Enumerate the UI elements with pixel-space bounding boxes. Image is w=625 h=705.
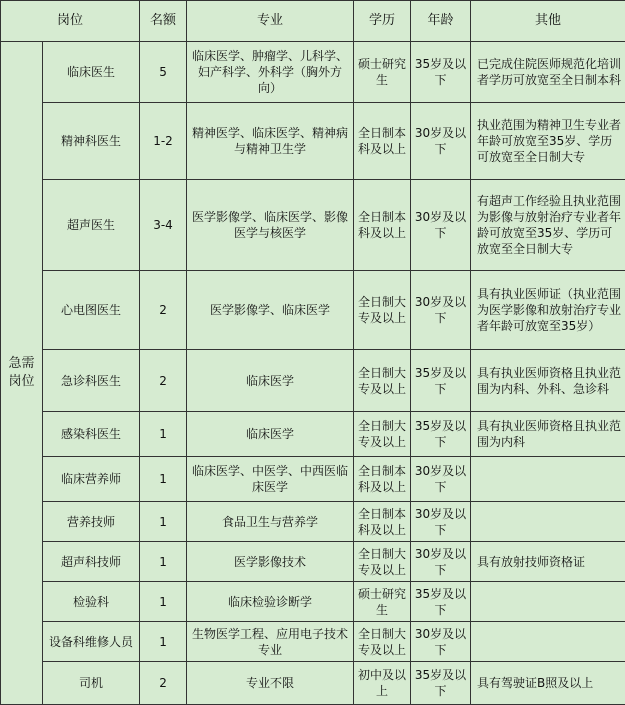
count-cell: 1: [140, 582, 187, 622]
age-cell: 35岁及以下: [411, 662, 471, 705]
table-row: [1, 622, 625, 662]
header-post: 岗位: [1, 1, 140, 42]
post-cell: 精神科医生: [43, 103, 140, 180]
age-cell: 35岁及以下: [411, 412, 471, 457]
table-row: [1, 502, 625, 542]
education-cell: 初中及以上: [354, 662, 411, 705]
education-cell: 全日制大专及以上: [354, 271, 411, 350]
major-cell: 生物医学工程、应用电子技术专业: [187, 622, 354, 662]
header-age: 年龄: [411, 1, 471, 42]
other-cell: [471, 457, 625, 502]
post-cell: 临床营养师: [43, 457, 140, 502]
count-cell: 2: [140, 271, 187, 350]
header-row: [1, 1, 625, 42]
table-row: [1, 271, 625, 350]
major-cell: 专业不限: [187, 662, 354, 705]
count-cell: 1: [140, 622, 187, 662]
table-row: [1, 542, 625, 582]
post-cell: 营养技师: [43, 502, 140, 542]
count-cell: 1: [140, 412, 187, 457]
post-cell: 设备科维修人员: [43, 622, 140, 662]
table-row: [1, 457, 625, 502]
header-other: 其他: [471, 1, 625, 42]
major-cell: 食品卫生与营养学: [187, 502, 354, 542]
education-cell: 全日制大专及以上: [354, 542, 411, 582]
count-cell: 1-2: [140, 103, 187, 180]
other-cell: 具有驾驶证B照及以上: [471, 662, 625, 705]
other-cell: 具有放射技师资格证: [471, 542, 625, 582]
age-cell: 30岁及以下: [411, 103, 471, 180]
other-cell: 具有执业医师证（执业范围为医学影像和放射治疗专业者年龄可放宽至35岁）: [471, 271, 625, 350]
major-cell: 临床检验诊断学: [187, 582, 354, 622]
count-cell: 1: [140, 457, 187, 502]
other-cell: [471, 622, 625, 662]
header-major: 专业: [187, 1, 354, 42]
header-count: 名额: [140, 1, 187, 42]
post-cell: 司机: [43, 662, 140, 705]
other-cell: [471, 582, 625, 622]
count-cell: 2: [140, 662, 187, 705]
education-cell: 全日制大专及以上: [354, 350, 411, 412]
major-cell: 医学影像学、临床医学: [187, 271, 354, 350]
count-cell: 3-4: [140, 180, 187, 271]
table-row: [1, 662, 625, 705]
count-cell: 1: [140, 542, 187, 582]
post-cell: 急诊科医生: [43, 350, 140, 412]
table-row: [1, 350, 625, 412]
post-cell: 超声科技师: [43, 542, 140, 582]
education-cell: 全日制大专及以上: [354, 412, 411, 457]
education-cell: 全日制大专及以上: [354, 622, 411, 662]
education-cell: 全日制本科及以上: [354, 180, 411, 271]
education-cell: 全日制本科及以上: [354, 457, 411, 502]
count-cell: 1: [140, 502, 187, 542]
post-cell: 心电图医生: [43, 271, 140, 350]
age-cell: 30岁及以下: [411, 271, 471, 350]
major-cell: 临床医学: [187, 350, 354, 412]
other-cell: 已完成住院医师规范化培训者学历可放宽至全日制本科: [471, 42, 625, 103]
count-cell: 5: [140, 42, 187, 103]
other-cell: [471, 502, 625, 542]
education-cell: 全日制本科及以上: [354, 103, 411, 180]
age-cell: 30岁及以下: [411, 180, 471, 271]
table-row: [1, 412, 625, 457]
education-cell: 全日制本科及以上: [354, 502, 411, 542]
other-cell: 具有执业医师资格且执业范围为内科、外科、急诊科: [471, 350, 625, 412]
major-cell: 医学影像技术: [187, 542, 354, 582]
major-cell: 精神医学、临床医学、精神病与精神卫生学: [187, 103, 354, 180]
age-cell: 30岁及以下: [411, 542, 471, 582]
major-cell: 医学影像学、临床医学、影像医学与核医学: [187, 180, 354, 271]
major-cell: 临床医学、肿瘤学、儿科学、妇产科学、外科学（胸外方向）: [187, 42, 354, 103]
education-cell: 硕士研究生: [354, 582, 411, 622]
age-cell: 35岁及以下: [411, 350, 471, 412]
post-cell: 临床医生: [43, 42, 140, 103]
table-row: [1, 103, 625, 180]
other-cell: 有超声工作经验且执业范围为影像与放射治疗专业者年龄可放宽至35岁、学历可放宽至全日制大专: [471, 180, 625, 271]
other-cell: 执业范围为精神卫生专业者年龄可放宽至35岁、学历可放宽至全日制大专: [471, 103, 625, 180]
post-cell: 检验科: [43, 582, 140, 622]
table-row: [1, 42, 625, 103]
age-cell: 30岁及以下: [411, 622, 471, 662]
post-cell: 感染科医生: [43, 412, 140, 457]
major-cell: 临床医学、中医学、中西医临床医学: [187, 457, 354, 502]
category-cell: 急需岗位: [1, 42, 43, 705]
table-row: [1, 180, 625, 271]
table-row: [1, 582, 625, 622]
other-cell: 具有执业医师资格且执业范围为内科: [471, 412, 625, 457]
count-cell: 2: [140, 350, 187, 412]
age-cell: 30岁及以下: [411, 457, 471, 502]
age-cell: 35岁及以下: [411, 582, 471, 622]
major-cell: 临床医学: [187, 412, 354, 457]
age-cell: 30岁及以下: [411, 502, 471, 542]
post-cell: 超声医生: [43, 180, 140, 271]
education-cell: 硕士研究生: [354, 42, 411, 103]
header-education: 学历: [354, 1, 411, 42]
age-cell: 35岁及以下: [411, 42, 471, 103]
